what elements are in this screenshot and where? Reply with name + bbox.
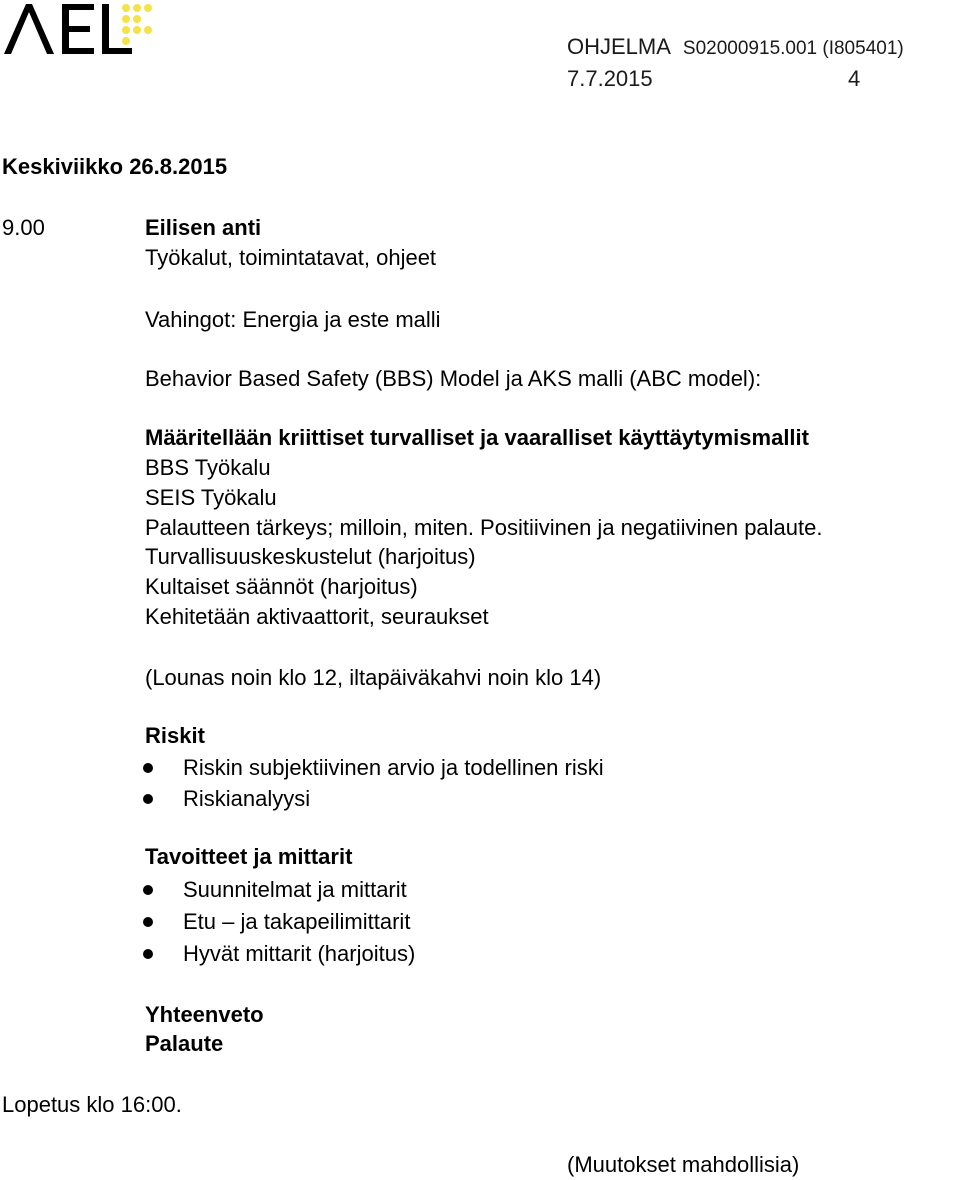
changes-note: (Muutokset mahdollisia) [567, 1152, 800, 1177]
end-time: Lopetus klo 16:00. [2, 1092, 182, 1117]
summary-heading: Yhteenveto [145, 1002, 264, 1027]
bullet-icon [143, 949, 153, 959]
session-item: Palautteen tärkeys; milloin, miten. Positiivinen ja negatiivinen palaute. [145, 515, 823, 540]
session-time: 9.00 [2, 215, 45, 240]
session-line: Vahingot: Energia ja este malli [145, 307, 441, 332]
lunch-note: (Lounas noin klo 12, iltapäiväkahvi noin klo 14) [145, 665, 602, 690]
session-bold-line: Määritellään kriittiset turvalliset ja vaaralliset käyttäytymismallit [145, 425, 809, 450]
bullet-icon [143, 917, 153, 927]
program-header [567, 32, 904, 64]
feedback-heading: Palaute [145, 1031, 224, 1056]
session-item: BBS Työkalu [145, 455, 271, 480]
session-item: SEIS Työkalu [145, 485, 277, 510]
session-item: Kehitetään aktivaattorit, seuraukset [145, 604, 489, 629]
list-item: Riskianalyysi [183, 786, 311, 811]
risks-heading: Riskit [145, 723, 205, 748]
session-line: Behavior Based Safety (BBS) Model ja AKS malli (ABC model): [145, 366, 762, 391]
bullet-icon [143, 763, 153, 773]
session-line: Työkalut, toimintatavat, ohjeet [145, 245, 437, 270]
day-heading: Keskiviikko 26.8.2015 [2, 154, 228, 179]
goals-heading: Tavoitteet ja mittarit [145, 844, 353, 869]
session-item: Kultaiset säännöt (harjoitus) [145, 574, 418, 599]
page-number: 4 [848, 66, 861, 91]
list-item: Etu – ja takapeilimittarit [183, 909, 411, 934]
list-item: Hyvät mittarit (harjoitus) [183, 941, 416, 966]
bullet-icon [143, 794, 153, 804]
bullet-icon [143, 885, 153, 895]
session-item: Turvallisuuskeskustelut (harjoitus) [145, 544, 476, 569]
session-title: Eilisen anti [145, 215, 262, 240]
ael-logo [2, 0, 162, 60]
document-date: 7.7.2015 [567, 66, 653, 91]
list-item: Riskin subjektiivinen arvio ja todellinen riski [183, 755, 604, 780]
program-code: S02000915.001 (I805401) [682, 38, 904, 59]
program-label: OHJELMA [567, 34, 671, 59]
list-item: Suunnitelmat ja mittarit [183, 877, 407, 902]
